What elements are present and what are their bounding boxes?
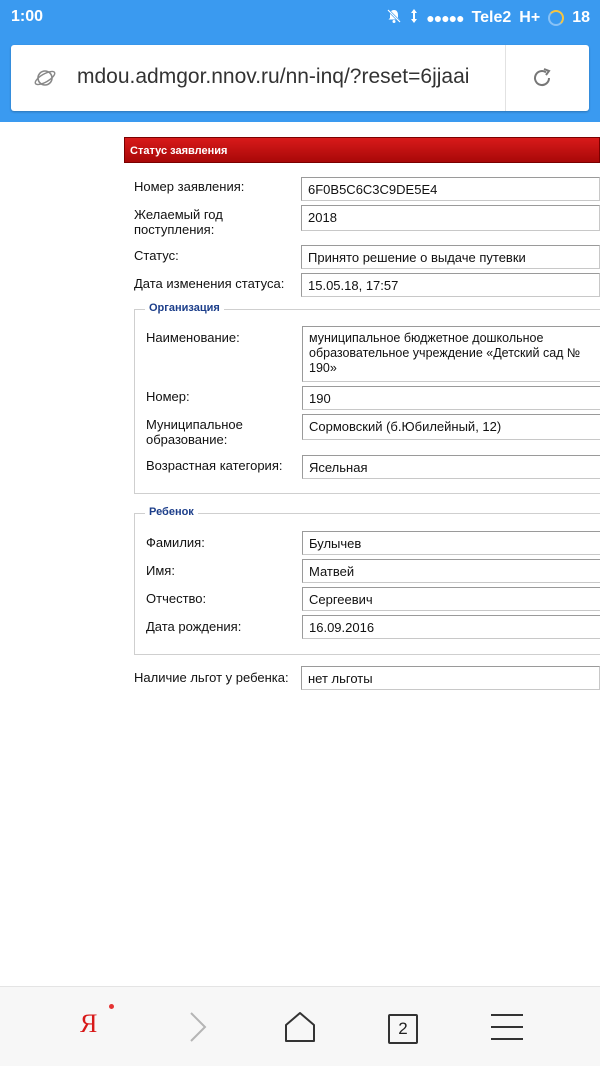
org-name-value: муниципальное бюджетное дошкольное образовательное учреждение «Детский сад № 190»	[302, 326, 600, 382]
org-number-label: Номер:	[146, 389, 190, 404]
globe-icon	[34, 67, 56, 89]
tabs-count-button[interactable]: 2	[388, 1014, 418, 1044]
child-birth-date-value: 16.09.2016	[302, 615, 600, 639]
home-icon[interactable]	[280, 1007, 320, 1047]
application-number-value: 6F0B5C6C3C9DE5E4	[301, 177, 600, 201]
child-name-label: Имя:	[146, 563, 175, 578]
application-status-panel	[124, 137, 600, 686]
battery-level: 18	[572, 9, 590, 26]
organization-fieldset	[134, 302, 600, 494]
status-changed-value: 15.05.18, 17:57	[301, 273, 600, 297]
status-label: Статус:	[134, 248, 179, 263]
benefits-label: Наличие льгот у ребенка:	[134, 670, 289, 685]
child-patronymic-label: Отчество:	[146, 591, 207, 606]
status-changed-label: Дата изменения статуса:	[134, 276, 285, 291]
status-value: Принято решение о выдаче путевки	[301, 245, 600, 269]
child-legend: Ребенок	[145, 506, 198, 518]
status-bar	[0, 0, 600, 34]
desired-year-value: 2018	[301, 205, 600, 231]
carrier-name: Tele2	[471, 9, 512, 26]
child-surname-label: Фамилия:	[146, 535, 205, 550]
org-age-category-value: Ясельная	[302, 455, 600, 479]
reload-icon[interactable]	[530, 66, 554, 90]
org-name-label: Наименование:	[146, 330, 240, 345]
browser-chrome	[0, 0, 600, 122]
status-time: 1:00	[11, 8, 44, 25]
muted-bell-icon	[386, 8, 402, 28]
browser-bottom-nav	[0, 986, 600, 1066]
application-number-label: Номер заявления:	[134, 179, 245, 194]
child-patronymic-value: Сергеевич	[302, 587, 600, 611]
signal-strength: ●●●●●	[426, 10, 464, 26]
menu-icon[interactable]	[487, 1007, 527, 1047]
data-transfer-icon	[410, 8, 418, 28]
child-fieldset	[134, 506, 600, 655]
benefits-value: нет льготы	[301, 666, 600, 690]
org-municipality-value: Сормовский (б.Юбилейный, 12)	[302, 414, 600, 440]
child-name-value: Матвей	[302, 559, 600, 583]
notification-dot	[109, 1004, 114, 1009]
address-divider	[505, 45, 506, 111]
org-municipality-label: Муниципальное образование:	[146, 417, 243, 447]
address-bar[interactable]	[11, 45, 589, 111]
child-surname-value: Булычев	[302, 531, 600, 555]
desired-year-label: Желаемый год поступления:	[134, 207, 223, 237]
url-text[interactable]: mdou.admgor.nnov.ru/nn-inq/?reset=6jjaai	[77, 65, 470, 88]
yandex-home-button[interactable]: Я	[80, 1009, 98, 1038]
child-birth-date-label: Дата рождения:	[146, 619, 242, 634]
org-age-category-label: Возрастная категория:	[146, 458, 283, 473]
panel-header: Статус заявления	[124, 137, 600, 163]
network-type: H+	[519, 9, 541, 26]
battery-icon	[548, 10, 564, 26]
status-indicators	[386, 8, 590, 28]
forward-icon[interactable]	[178, 1007, 218, 1047]
org-number-value: 190	[302, 386, 600, 410]
organization-legend: Организация	[145, 302, 224, 314]
